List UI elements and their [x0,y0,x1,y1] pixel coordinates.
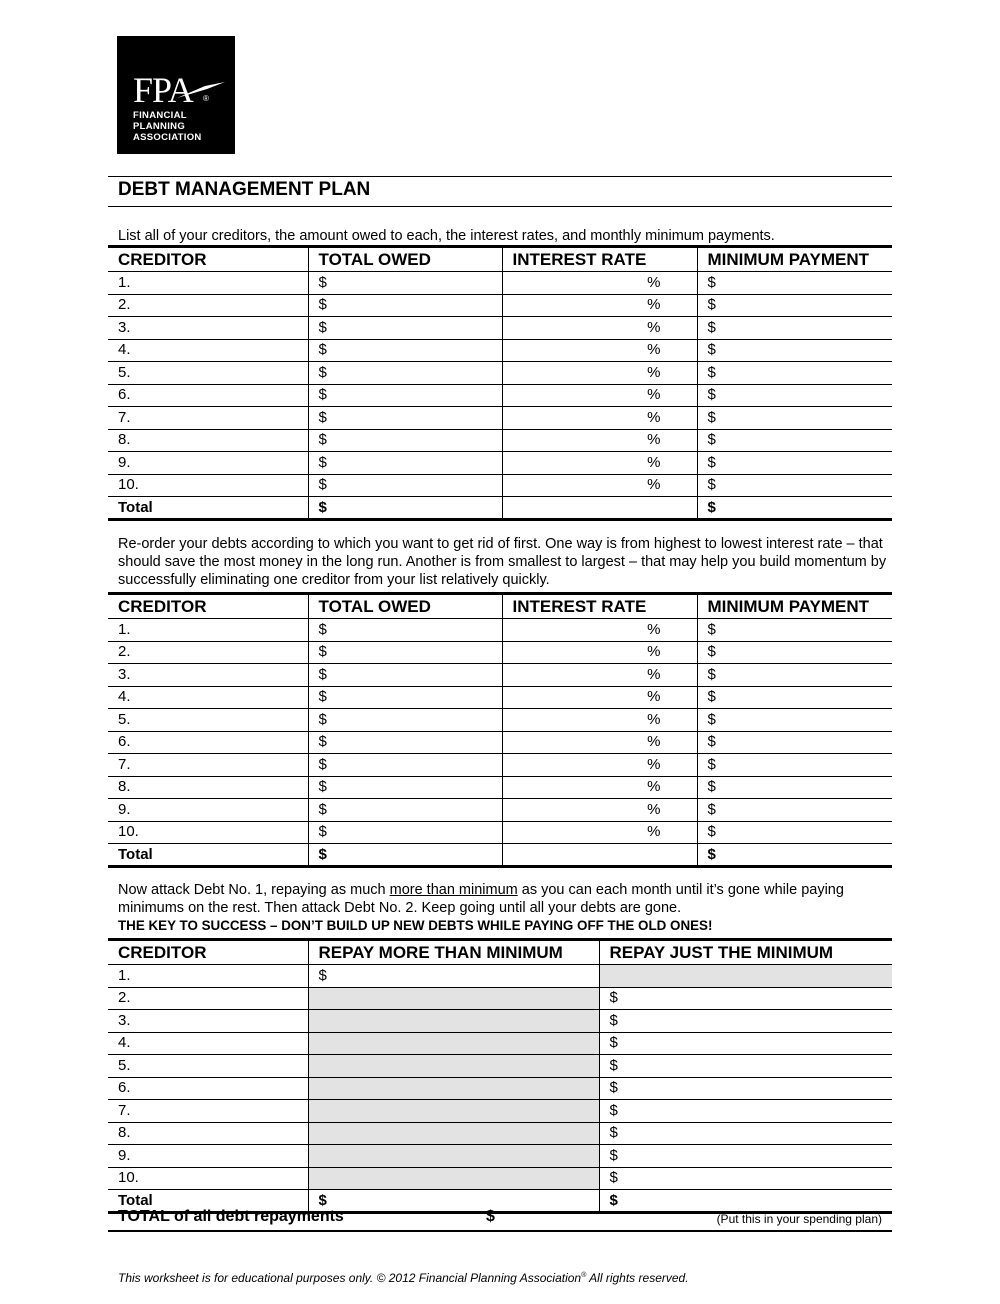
row-number: 6. [108,384,308,407]
interest-rate-cell[interactable]: % [502,731,697,754]
row-number: 10. [108,821,308,844]
total-owed-cell[interactable]: $ [308,452,502,475]
total-owed-sum[interactable]: $ [308,497,502,520]
total-owed-cell[interactable]: $ [308,339,502,362]
minimum-payment-cell[interactable]: $ [697,731,892,754]
minimum-payment-cell[interactable]: $ [697,619,892,642]
minimum-payment-sum[interactable]: $ [697,497,892,520]
repay-more-sum[interactable]: $ [308,1190,599,1213]
interest-rate-cell[interactable]: % [502,686,697,709]
total-owed-cell[interactable]: $ [308,731,502,754]
table-row [108,799,892,822]
column-header: MINIMUM PAYMENT [697,594,892,619]
row-number: 7. [108,1100,308,1123]
title-divider [108,206,892,207]
row-number: 1. [108,272,308,295]
section3-intro [118,881,888,935]
table-row [108,1122,892,1145]
repay-more-shaded-cell [308,1122,599,1145]
interest-rate-cell[interactable]: % [502,641,697,664]
repay-more-shaded-cell [308,1077,599,1100]
interest-rate-total-empty [502,497,697,520]
row-number: 6. [108,1077,308,1100]
table-row [108,1010,892,1033]
repay-more-shaded-cell [308,1100,599,1123]
total-owed-cell[interactable]: $ [308,754,502,777]
table-row [108,776,892,799]
footer-reg: ® [581,1272,587,1279]
repay-more-cell[interactable]: $ [308,965,599,988]
minimum-payment-cell[interactable]: $ [697,474,892,497]
row-number: 8. [108,776,308,799]
total-row [108,844,892,867]
repay-minimum-cell[interactable]: $ [599,1100,892,1123]
interest-rate-cell[interactable]: % [502,619,697,642]
total-owed-cell[interactable]: $ [308,641,502,664]
interest-rate-cell[interactable]: % [502,384,697,407]
repay-minimum-cell[interactable]: $ [599,1145,892,1168]
row-number: 7. [108,407,308,430]
total-owed-cell[interactable]: $ [308,272,502,295]
repay-minimum-cell[interactable]: $ [599,1032,892,1055]
total-owed-cell[interactable]: $ [308,317,502,340]
column-header: REPAY MORE THAN MINIMUM [308,940,599,965]
row-number: 3. [108,664,308,687]
table-row [108,1055,892,1078]
interest-rate-cell[interactable]: % [502,709,697,732]
repay-more-shaded-cell [308,1032,599,1055]
footer-disclaimer [118,1271,689,1285]
row-number: 1. [108,965,308,988]
page-title: DEBT MANAGEMENT PLAN [118,179,371,200]
total-owed-sum[interactable]: $ [308,844,502,867]
section2-intro: Re-order your debts according to which you want to get rid of first. One way is from highest to lowest interest rate – that should save the most money in the long run. Another is from smallest to largest – that may help you build momentum by successfully eliminating one creditor from your list relatively quickly. [118,536,887,588]
interest-rate-cell[interactable]: % [502,407,697,430]
table-row [108,754,892,777]
repay-minimum-sum[interactable]: $ [599,1190,892,1213]
minimum-payment-cell[interactable]: $ [697,362,892,385]
row-number: 10. [108,1167,308,1190]
creditor-table-2 [108,592,892,868]
table-row [108,452,892,475]
table-row [108,317,892,340]
column-header: TOTAL OWED [308,594,502,619]
row-number: 4. [108,339,308,362]
row-number: 1. [108,619,308,642]
total-owed-cell[interactable]: $ [308,619,502,642]
minimum-payment-cell[interactable]: $ [697,754,892,777]
table-header-row [108,940,892,965]
total-owed-cell[interactable]: $ [308,686,502,709]
section1-intro: List all of your creditors, the amount owed to each, the interest rates, and monthly minimum payments. [118,228,775,244]
row-number: 7. [108,754,308,777]
minimum-payment-cell[interactable]: $ [697,339,892,362]
minimum-payment-cell[interactable]: $ [697,272,892,295]
repay-more-shaded-cell [308,987,599,1010]
total-label: Total [108,497,308,520]
repay-minimum-cell[interactable]: $ [599,1122,892,1145]
top-divider [108,176,892,177]
total-owed-cell[interactable]: $ [308,407,502,430]
interest-rate-cell[interactable]: % [502,272,697,295]
interest-rate-cell[interactable]: % [502,339,697,362]
row-number: 2. [108,294,308,317]
total-owed-cell[interactable]: $ [308,429,502,452]
total-owed-cell[interactable]: $ [308,776,502,799]
repay-more-shaded-cell [308,1055,599,1078]
minimum-payment-cell[interactable]: $ [697,452,892,475]
table-row [108,664,892,687]
interest-rate-total-empty [502,844,697,867]
table-row [108,272,892,295]
footer-text: This worksheet is for educational purposes only. © 2012 Financial Planning Association [118,1271,582,1285]
minimum-payment-cell[interactable]: $ [697,384,892,407]
interest-rate-cell[interactable]: % [502,821,697,844]
minimum-payment-sum[interactable]: $ [697,844,892,867]
row-number: 9. [108,1145,308,1168]
interest-rate-cell[interactable]: % [502,294,697,317]
minimum-payment-cell[interactable]: $ [697,709,892,732]
column-header: REPAY JUST THE MINIMUM [599,940,892,965]
table-header-row [108,247,892,272]
creditor-table-1 [108,245,892,521]
logo-swoosh-icon [175,80,227,100]
repay-more-shaded-cell [308,1010,599,1033]
repay-minimum-cell[interactable]: $ [599,1077,892,1100]
minimum-payment-cell[interactable]: $ [697,686,892,709]
logo-subtitle [133,110,202,143]
row-number: 9. [108,452,308,475]
row-number: 8. [108,429,308,452]
row-number: 4. [108,686,308,709]
minimum-payment-cell[interactable]: $ [697,294,892,317]
total-label: Total [108,1190,308,1213]
row-number: 3. [108,317,308,340]
table-row [108,407,892,430]
minimum-payment-cell[interactable]: $ [697,799,892,822]
column-header: CREDITOR [108,940,308,965]
table-row [108,619,892,642]
logo-line-3: ASSOCIATION [133,132,202,143]
table-row [108,686,892,709]
column-header: INTEREST RATE [502,594,697,619]
total-owed-cell[interactable]: $ [308,799,502,822]
minimum-payment-cell[interactable]: $ [697,776,892,799]
section3-intro-a: Now attack Debt No. 1, repaying as much [118,882,390,898]
total-owed-cell[interactable]: $ [308,384,502,407]
key-to-success: THE KEY TO SUCCESS – DON’T BUILD UP NEW DEBTS WHILE PAYING OFF THE OLD ONES! [118,918,713,933]
minimum-payment-cell[interactable]: $ [697,641,892,664]
row-number: 5. [108,709,308,732]
total-owed-cell[interactable]: $ [308,664,502,687]
footer-tail: All rights reserved. [586,1271,689,1285]
table-row [108,709,892,732]
repay-more-shaded-cell [308,1167,599,1190]
fpa-logo [117,36,235,154]
interest-rate-cell[interactable]: % [502,452,697,475]
logo-mark: FPA [133,70,193,110]
row-number: 5. [108,362,308,385]
repay-more-shaded-cell [308,1145,599,1168]
row-number: 4. [108,1032,308,1055]
grand-total-dollar[interactable]: $ [486,1208,495,1225]
table-row [108,429,892,452]
grand-total-label: TOTAL of all debt repayments [118,1208,344,1225]
column-header: MINIMUM PAYMENT [697,247,892,272]
row-number: 2. [108,641,308,664]
row-number: 8. [108,1122,308,1145]
interest-rate-cell[interactable]: % [502,776,697,799]
column-header: TOTAL OWED [308,247,502,272]
minimum-payment-cell[interactable]: $ [697,821,892,844]
repayment-table [108,938,892,1214]
minimum-payment-cell[interactable]: $ [697,429,892,452]
table-row [108,731,892,754]
repay-minimum-cell[interactable]: $ [599,987,892,1010]
grand-total-row [108,1206,892,1232]
section3-intro-underlined: more than minimum [389,882,518,898]
row-number: 5. [108,1055,308,1078]
interest-rate-cell[interactable]: % [502,429,697,452]
table-header-row [108,594,892,619]
interest-rate-cell[interactable]: % [502,754,697,777]
total-owed-cell[interactable]: $ [308,294,502,317]
table-row [108,1167,892,1190]
row-number: 9. [108,799,308,822]
row-number: 3. [108,1010,308,1033]
interest-rate-cell[interactable]: % [502,362,697,385]
table-row [108,821,892,844]
column-header: CREDITOR [108,594,308,619]
table-row [108,294,892,317]
table-row [108,474,892,497]
minimum-payment-cell[interactable]: $ [697,407,892,430]
repay-minimum-shaded-cell [599,965,892,988]
total-row [108,497,892,520]
interest-rate-cell[interactable]: % [502,474,697,497]
column-header: INTEREST RATE [502,247,697,272]
table-row [108,1077,892,1100]
table-row [108,1145,892,1168]
table-row [108,987,892,1010]
total-owed-cell[interactable]: $ [308,709,502,732]
logo-line-2: PLANNING [133,121,186,132]
table-row [108,965,892,988]
repay-minimum-cell[interactable]: $ [599,1167,892,1190]
table-row [108,384,892,407]
logo-line-1: FINANCIAL [133,110,187,121]
minimum-payment-cell[interactable]: $ [697,317,892,340]
repay-minimum-cell[interactable]: $ [599,1055,892,1078]
row-number: 6. [108,731,308,754]
grand-total-note: (Put this in your spending plan) [716,1212,882,1226]
row-number: 2. [108,987,308,1010]
minimum-payment-cell[interactable]: $ [697,664,892,687]
table-row [108,362,892,385]
section3-intro-b: as you can each month until it’s gone while paying minimums on the rest. Then attack Debt No. 2. Keep going until all your debts are gone. [118,882,844,916]
interest-rate-cell[interactable]: % [502,317,697,340]
table-row [108,1032,892,1055]
repay-minimum-cell[interactable]: $ [599,1010,892,1033]
table-row [108,339,892,362]
logo-registered-icon: ® [203,94,209,103]
total-owed-cell[interactable]: $ [308,821,502,844]
column-header: CREDITOR [108,247,308,272]
interest-rate-cell[interactable]: % [502,664,697,687]
table-row [108,1100,892,1123]
total-owed-cell[interactable]: $ [308,362,502,385]
interest-rate-cell[interactable]: % [502,799,697,822]
table-row [108,641,892,664]
row-number: 10. [108,474,308,497]
total-label: Total [108,844,308,867]
total-owed-cell[interactable]: $ [308,474,502,497]
